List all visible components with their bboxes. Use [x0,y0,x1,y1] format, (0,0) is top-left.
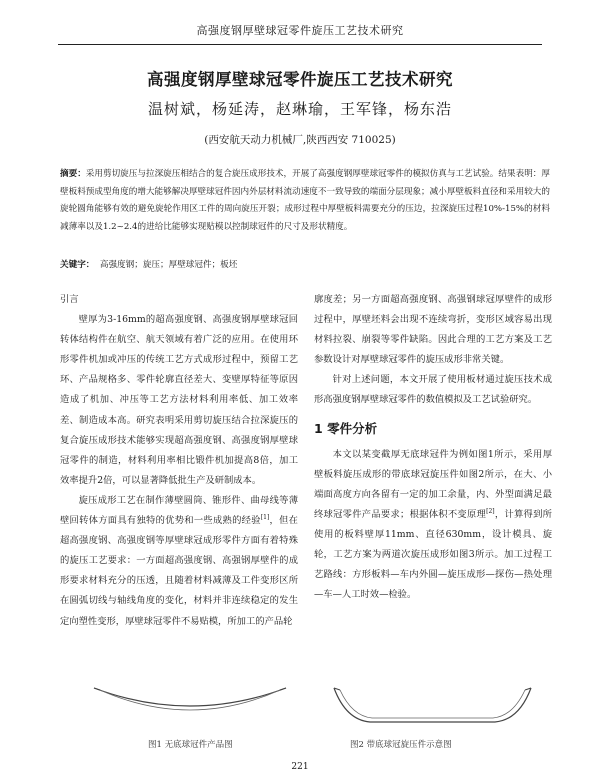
figure-1-caption: 图1 无底球冠件产品图 [148,740,233,750]
figure-2-caption: 图2 带底球冠旋压件示意图 [350,740,452,750]
running-header: 高强度钢厚壁球冠零件旋压工艺技术研究 [196,24,404,37]
section-paragraph-1 [314,445,552,606]
intro-paragraph-1: 壁厚为3-16mm的超高强度钢、高强度钢厚壁球冠回转体结构件在航空、航天领域有着广泛的应用。在使用环形零件机加或冲压的传统工艺方式成形过程中，预留工艺环、产品规格多、零件轮廓直径差大、变壁厚特征等原因造成了机加、冲压等工艺方法材料利用率低、加工效率差、制造成本高。研究表明采用剪切旋压结合拉深旋压的复合旋压成形技术能够实现超高强度钢、高强度钢厚壁球冠零件的制造，材料利用率相比锻件机加提高8倍，加工效率提升2倍，可以显著降低批生产及研制成本。 [60,314,298,486]
intro-paragraph-2-b: ，但在超高强度钢、高强度钢等厚壁球冠成形零件方面有着特殊的旋压工艺要求：一方面超高强度钢、高强钢厚壁件的成形要求材料充分的压透，且随着材料减薄及工件变形区所在圆弧切线与轴线角度的变化，材料并非连续稳定的发生定向塑性变形，厚壁球冠零件不易贴模，所加工的产品轮 [60,515,298,627]
abstract [60,166,550,236]
keywords-text: 高强度钢；旋压；厚壁球冠件；板坯 [99,260,238,270]
section-paragraph-1-a: 本文以某变截厚无底球冠件为例如图1所示，采用厚壁板料旋压成形的带底球冠旋压件如图2所示，在大、小端面高度方向各留有一定的加工余量，内、外型面满足最终球冠零件产品要求；根据体积不变原理 [314,448,552,520]
right-column [314,290,552,605]
reference-1: [1] [260,513,270,521]
intro-paragraph-2 [60,491,298,632]
keywords-label: 关键字： [60,260,95,270]
figure-1-drawing [90,680,290,730]
abstract-label: 摘要： [60,169,86,179]
section-title: 零件分析 [327,420,378,436]
section-heading [314,419,552,439]
section-number: 1 [314,420,323,436]
header-rule [58,44,542,45]
page-number: 221 [291,762,309,772]
authors: 温树斌，杨延涛，赵琳瑜，王军锋，杨东浩 [147,100,452,118]
reference-2: [2] [486,507,495,515]
left-column [60,290,298,632]
abstract-text: 采用剪切旋压与拉深旋压相结合的复合旋压成形技术，开展了高强度钢厚壁球冠零件的模拟仿真与工艺试验。结果表明：厚壁板料预成型角度的增大能够解决厚壁球冠件因内外层材料流动速度不一致导致的端面分层现象；减小厚壁板料直径和采用较大的旋轮圆角能够有效的避免旋轮作用区工件的周向旋压开裂；成形过程中厚壁板料需要充分的压边，拉深旋压过程10%-15%的材料减薄率以及1.2~2.4的进给比能够实现贴模以控制球冠件的尺寸及形状精度。 [60,169,550,232]
paper-title: 高强度钢厚壁球冠零件旋压工艺技术研究 [147,70,453,89]
figure-2-drawing [330,680,535,730]
keywords [60,258,550,270]
section-paragraph-1-b: ，计算得到所使用的板料壁厚11mm、直径630mm，设计模具、旋轮，工艺方案为两道次旋压成形如图3所示。加工过程工艺路线：方形板料—车内外圆—旋压成形—探伤—热处理—车—人工时效—检验。 [314,508,552,601]
intro-heading: 引言 [60,294,79,305]
intro-paragraph-3: 针对上述问题，本文开展了使用板材通过旋压技术成形高强度钢厚壁球冠零件的数值模拟及工艺试验研究。 [314,374,552,406]
affiliation: (西安航天动力机械厂,陕西西安 710025) [204,134,396,146]
intro-paragraph-2-continued: 廓度差；另一方面超高强度钢、高强钢球冠厚壁件的成形过程中，厚壁坯料会出现不连续弯折，变形区域容易出现材料拉裂、崩裂等零件缺陷。因此合理的工艺方案及工艺参数设计对厚壁球冠零件的旋压成形非常关键。 [314,294,552,366]
intro-paragraph-2-a: 旋压成形工艺在制作薄壁圆筒、锥形件、曲母线等薄壁回转体方面具有独特的优势和一些成熟的经验 [60,494,298,527]
